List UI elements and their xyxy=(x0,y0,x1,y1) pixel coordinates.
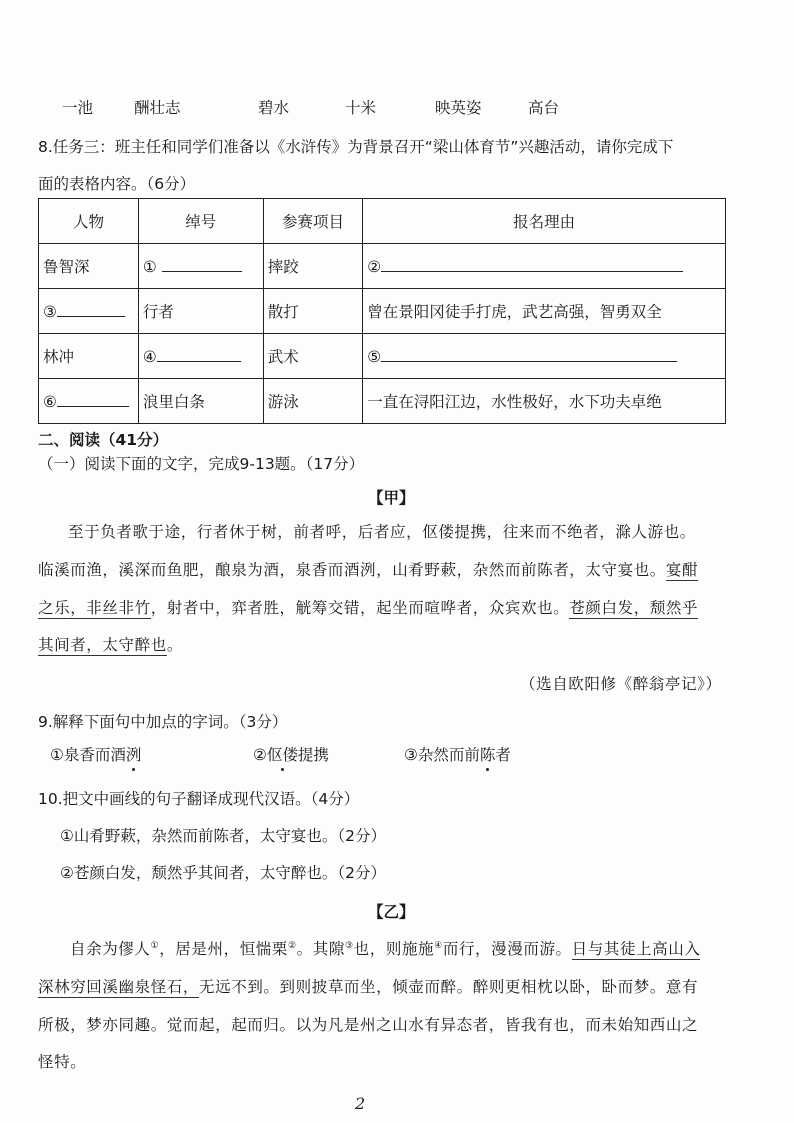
cell-nickname-blank[interactable] xyxy=(138,244,263,289)
table-row xyxy=(39,289,726,334)
underlined-text: 深林穷回溪幽泉怪石， xyxy=(38,978,200,996)
underlined-text: 日与其徒上高山入 xyxy=(571,940,701,958)
answer-blank[interactable] xyxy=(57,302,125,317)
answer-blank[interactable] xyxy=(157,347,241,362)
section-title: 二、阅读（41分） xyxy=(38,431,169,449)
yi-line-4: 怪特。 xyxy=(38,1053,87,1071)
word-1: 一池 xyxy=(62,99,94,117)
blank-label: ⑥ xyxy=(43,392,57,411)
word-3: 碧水 xyxy=(258,99,290,117)
cell-event: 武术 xyxy=(263,334,363,379)
yi-line-3: 所极，梦亦同趣。觉而起，起而归。以为凡是州之山水有异态者，皆我有也，而未始知西山之 xyxy=(38,1016,699,1034)
blank-label: ① xyxy=(142,257,157,276)
blank-label: ③ xyxy=(43,302,57,321)
header-nickname: 绰号 xyxy=(138,199,263,244)
q9-text: 者 xyxy=(495,746,511,764)
cell-person: 林冲 xyxy=(39,334,139,379)
footnote-mark: ③ xyxy=(344,940,354,951)
yi-text: 也，则施施 xyxy=(353,940,435,958)
yi-text: ，居是州，恒惴栗 xyxy=(159,940,288,958)
jia-text: 。 xyxy=(166,636,183,654)
answer-blank[interactable] xyxy=(162,257,242,272)
yi-text: 无远不到。到则披草而坐，倾壶而醉。醉则更相枕以卧，卧而梦。意有 xyxy=(199,978,699,996)
cell-reason-blank[interactable] xyxy=(363,244,726,289)
subsection-title: （一）阅读下面的文字，完成9-13题。（17分） xyxy=(38,455,365,473)
q8-line2: 面的表格内容。（6分） xyxy=(38,175,196,193)
q9-text: ①泉香而酒 xyxy=(50,746,126,764)
footnote-mark: ② xyxy=(288,940,297,951)
cell-event: 游泳 xyxy=(263,379,363,424)
cell-nickname: 浪里白条 xyxy=(138,379,263,424)
underlined-text: 宴酣 xyxy=(665,561,699,579)
jia-line-1: 至于负者歌于途，行者休于树，前者呼，后者应，伛偻提携，往来而不绝者，滁人游也。 xyxy=(68,523,696,541)
cell-reason: 一直在浔阳江边，水性极好，水下功夫卓绝 xyxy=(363,379,726,424)
footnote-mark: ① xyxy=(150,940,160,951)
cell-reason: 曾在景阳冈徒手打虎，武艺高强，智勇双全 xyxy=(363,289,726,334)
q10-item-1: ①山肴野蔌，杂然而前陈者，太守宴也。（2分） xyxy=(60,827,387,845)
jia-text: ，射者中，弈者胜，觥筹交错，起坐而喧哗者，众宾欢也。 xyxy=(150,599,570,617)
q10-item-2: ②苍颜白发，颓然乎其间者，太守醉也。（2分） xyxy=(60,864,387,882)
yi-text: 。其隙 xyxy=(296,940,345,958)
table-row xyxy=(39,244,726,289)
header-event: 参赛项目 xyxy=(263,199,363,244)
jia-line-2 xyxy=(38,558,698,580)
underlined-text: 其间者，太守醉也 xyxy=(38,636,167,654)
q9-item-2 xyxy=(253,743,329,765)
cell-reason-blank[interactable] xyxy=(363,334,726,379)
jia-line-4 xyxy=(38,633,183,655)
q9-text: ③杂然而前 xyxy=(404,746,480,764)
q8-line1: 8.任务三：班主任和同学们准备以《水浒传》为背景召开“梁山体育节”兴趣活动，请你完成下 xyxy=(38,138,674,156)
passage-yi-label: 【乙】 xyxy=(368,903,415,921)
cell-person: 鲁智深 xyxy=(39,244,139,289)
yi-text: 自余为僇人 xyxy=(70,940,151,958)
roster-table xyxy=(38,198,726,424)
table-header-row xyxy=(39,199,726,244)
underlined-text: 苍颜白发，颓然乎 xyxy=(569,599,699,617)
word-6: 高台 xyxy=(528,99,560,117)
yi-text: 而行，漫漫而游。 xyxy=(442,940,572,958)
q9-text: 提携 xyxy=(297,746,329,764)
blank-label: ② xyxy=(367,257,382,276)
yi-line-1 xyxy=(70,937,700,959)
blank-label: ④ xyxy=(142,347,157,366)
answer-blank[interactable] xyxy=(381,257,683,272)
word-2: 酬壮志 xyxy=(134,99,181,117)
jia-source: （选自欧阳修《醉翁亭记》） xyxy=(520,675,722,693)
word-4: 十米 xyxy=(345,99,377,117)
q9-title: 9.解释下面句中加点的字词。（3分） xyxy=(38,713,288,731)
jia-text: 临溪而渔，溪深而鱼肥，酿泉为酒，泉香而酒洌，山肴野蔌，杂然而前陈者，太守宴也。 xyxy=(38,561,666,579)
q9-item-3 xyxy=(404,743,511,765)
passage-jia-label: 【甲】 xyxy=(368,489,415,507)
q10-title: 10.把文中画线的句子翻译成现代汉语。（4分） xyxy=(38,790,360,808)
dotted-char: 伛偻 xyxy=(267,743,298,765)
underlined-text: 之乐，非丝非竹 xyxy=(38,599,151,617)
q9-item-1 xyxy=(50,743,141,765)
header-reason: 报名理由 xyxy=(363,199,726,244)
answer-blank[interactable] xyxy=(381,347,677,362)
footnote-mark: ④ xyxy=(434,940,443,951)
q9-text: ② xyxy=(253,746,267,764)
cell-nickname: 行者 xyxy=(138,289,263,334)
table-row xyxy=(39,334,726,379)
cell-nickname-blank[interactable] xyxy=(138,334,263,379)
page-number: 2 xyxy=(355,1094,366,1113)
yi-line-2 xyxy=(38,975,698,997)
cell-event: 摔跤 xyxy=(263,244,363,289)
blank-label: ⑤ xyxy=(367,347,382,366)
dotted-char: 陈 xyxy=(480,743,496,765)
answer-blank[interactable] xyxy=(57,392,129,407)
header-person: 人物 xyxy=(39,199,139,244)
jia-line-3 xyxy=(38,596,698,618)
cell-person-blank[interactable] xyxy=(39,379,139,424)
word-5: 映英姿 xyxy=(435,99,482,117)
cell-person-blank[interactable] xyxy=(39,289,139,334)
cell-event: 散打 xyxy=(263,289,363,334)
dotted-char: 洌 xyxy=(126,743,142,765)
table-row xyxy=(39,379,726,424)
